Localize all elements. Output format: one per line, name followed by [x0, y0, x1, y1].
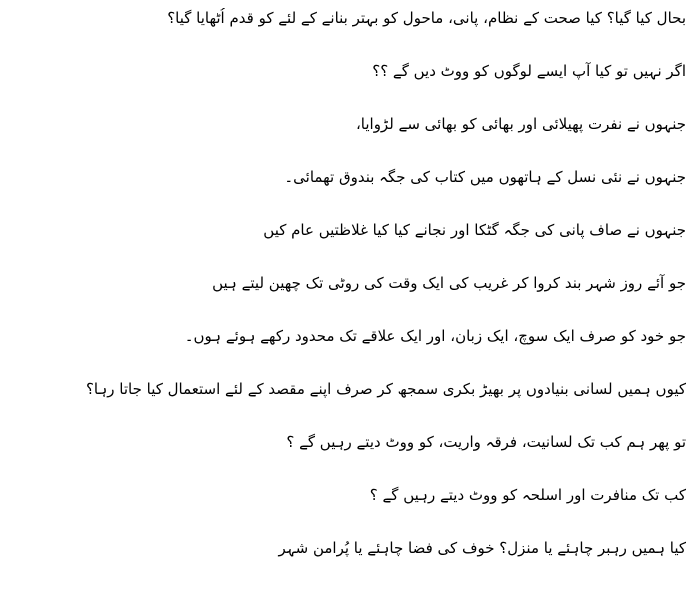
text-line-3: جنہوں نے نفرت پھیلائی اور بھائی کو بھائی سے لڑوایا، [355, 115, 686, 133]
text-line-11: کیا ہمیں رہبر چاہئے یا منزل؟ خوف کی فضا چاہئے یا پُرامن شہر [278, 539, 686, 557]
text-line-4: جنہوں نے نئی نسل کے ہاتھوں میں کتاب کی جگہ بندوق تھمائی۔ [284, 168, 686, 186]
text-line-7: جو خود کو صرف ایک سوچ، ایک زبان، اور ایک علاقے تک محدود رکھے ہوئے ہوں۔ [184, 327, 686, 345]
text-line-10: کب تک منافرت اور اسلحہ کو ووٹ دیتے رہیں گے ؟ [369, 486, 686, 504]
text-line-8: کیوں ہمیں لسانی بنیادوں پر بھیڑ بکری سمجھ کر صرف اپنے مقصد کے لئے استعمال کیا جاتا رہا؟ [85, 380, 686, 398]
text-line-9: تو پھر ہم کب تک لسانیت، فرقہ واریت، کو ووٹ دیتے رہیں گے ؟ [286, 433, 686, 451]
text-line-2: اگر نہیں تو کیا آپ ایسے لوگوں کو ووٹ دیں گے ؟؟ [372, 62, 686, 80]
text-line-6: جو آئے روز شہر بند کروا کر غریب کی ایک وقت کی روٹی تک چھین لیتے ہیں [212, 274, 686, 292]
text-line-5: جنہوں نے صاف پانی کی جگہ گٹکا اور نجانے کیا کیا غلاظتیں عام کیں [263, 221, 686, 239]
text-line-1: بحال کیا گیا؟ کیا صحت کے نظام، پانی، ماحول کو بہتر بنانے کے لئے کو قدم اُٹھایا گیا؟ [167, 9, 686, 27]
